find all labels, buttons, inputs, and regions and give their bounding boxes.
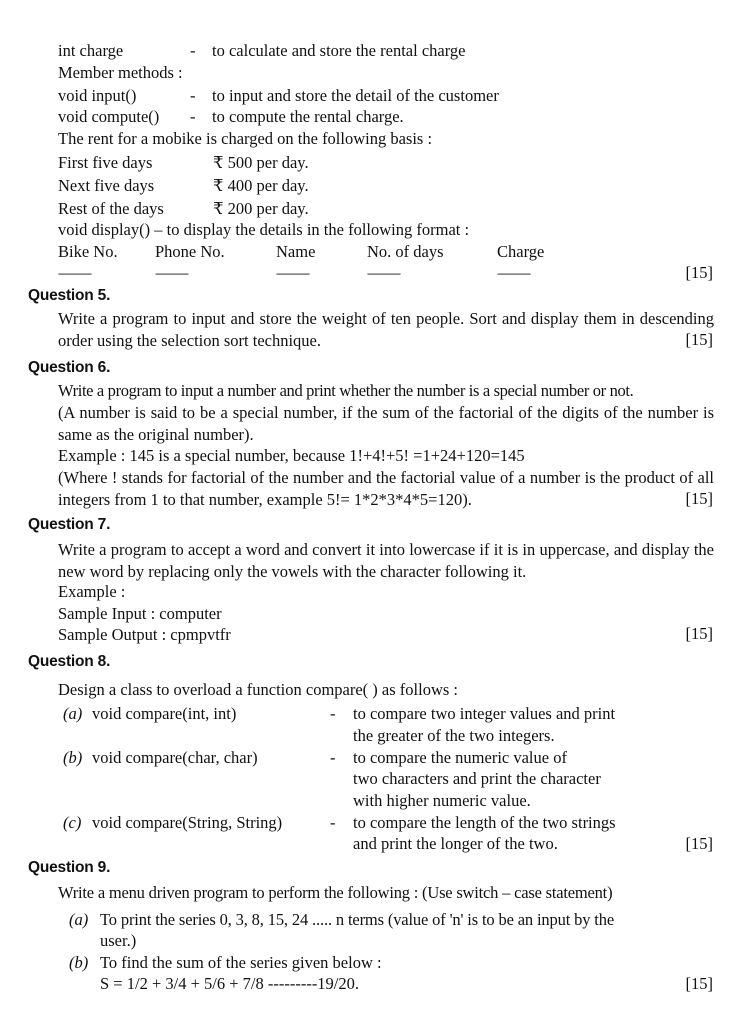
table-blank: ----------- — [276, 266, 309, 280]
rate-period: First five days — [58, 153, 153, 172]
item-text: To find the sum of the series given below : — [100, 953, 382, 972]
item-label-text: (a) — [69, 910, 89, 929]
rate-period: Next five days — [58, 176, 155, 195]
dash: - — [190, 41, 196, 60]
item-signature: void compare(int, int) — [92, 704, 237, 723]
marks: [15] — [685, 624, 713, 643]
item-desc: to compare two integer values and print — [353, 704, 616, 723]
item-desc: and print the longer of the two. — [353, 834, 558, 853]
item-desc: two characters and print the character — [353, 769, 601, 788]
method-name: void compute() — [58, 107, 160, 126]
question-text: Write a program to input and store the weight of ten people. Sort and display them in descending order using the selection sort technique. — [58, 309, 714, 350]
table-header: Name — [276, 242, 316, 261]
marks: [15] — [685, 489, 713, 508]
table-blank: ----------- — [58, 266, 91, 280]
dash: - — [190, 107, 196, 126]
question-text: Write a program to accept a word and convert it into lowercase if it is in uppercase, and display the new word by replacing only the vowels with the character following it. — [58, 540, 714, 581]
table-blank: ----------- — [367, 266, 400, 280]
member-desc: to calculate and store the rental charge — [212, 41, 466, 60]
table-header: No. of days — [367, 242, 444, 261]
item-label — [69, 910, 88, 930]
series-formula: S = 1/2 + 3/4 + 5/6 + 7/8 ---------19/20. — [100, 974, 360, 993]
question-heading: Question 8. — [28, 653, 111, 670]
item-desc: to compare the numeric value of — [353, 748, 567, 767]
table-header: Bike No. — [58, 242, 118, 261]
dash: - — [330, 813, 336, 832]
question-heading: Question 6. — [28, 359, 111, 376]
question-heading: Question 9. — [28, 859, 111, 876]
item-label-text: (a) — [63, 704, 83, 723]
item-label-text: (b) — [69, 953, 89, 972]
question-heading: Question 7. — [28, 516, 111, 533]
question-text: Write a program to input a number and print whether the number is a special number or not. — [58, 381, 634, 400]
item-desc: to compare the length of the two strings — [353, 813, 616, 832]
item-label — [63, 704, 82, 724]
item-signature: void compare(String, String) — [92, 813, 283, 832]
sample-output: Sample Output : cpmpvtfr — [58, 625, 231, 644]
marks: [15] — [685, 330, 713, 349]
table-header: Charge — [497, 242, 545, 261]
question-heading: Question 5. — [28, 287, 111, 304]
sample-input: Sample Input : computer — [58, 604, 222, 623]
item-desc: with higher numeric value. — [353, 791, 531, 810]
item-label-text: (b) — [63, 748, 83, 767]
item-text: To print the series 0, 3, 8, 15, 24 ..... n terms (value of 'n' is to be an input by the — [100, 910, 615, 929]
dash: - — [330, 704, 336, 723]
question-intro: Write a menu driven program to perform the following : (Use switch – case statement) — [58, 883, 613, 902]
item-label — [63, 748, 82, 768]
item-desc: the greater of the two integers. — [353, 726, 555, 745]
question-intro: Design a class to overload a function compare( ) as follows : — [58, 680, 459, 699]
table-blank: ----------- — [497, 266, 530, 280]
rate-value: ₹ 400 per day. — [213, 176, 309, 195]
rate-value: ₹ 200 per day. — [213, 199, 309, 218]
method-desc: to input and store the detail of the customer — [212, 86, 499, 105]
question-definition: (A number is said to be a special number, if the sum of the factorial of the digits of the number is same as the original number). — [58, 403, 714, 444]
item-label — [63, 813, 81, 833]
item-signature: void compare(char, char) — [92, 748, 258, 767]
method-desc: to compute the rental charge. — [212, 107, 404, 126]
dash: - — [190, 86, 196, 105]
question-example: Example : 145 is a special number, because 1!+4!+5! =1+24+120=145 — [58, 446, 525, 465]
dash: - — [330, 748, 336, 767]
rate-value: ₹ 500 per day. — [213, 153, 309, 172]
item-text: user.) — [100, 931, 137, 950]
rent-intro: The rent for a mobike is charged on the following basis : — [58, 129, 433, 148]
question-note: (Where ! stands for factorial of the number and the factorial value of a number is the product of all integers from 1 to that number, example 5!= 1*2*3*4*5=120). — [58, 468, 714, 509]
table-header: Phone No. — [155, 242, 225, 261]
rate-period: Rest of the days — [58, 199, 164, 218]
example-label: Example : — [58, 582, 126, 601]
display-method: void display() – to display the details in the following format : — [58, 220, 470, 239]
method-name: void input() — [58, 86, 137, 105]
table-blank: ----------- — [155, 266, 188, 280]
marks: [15] — [685, 834, 713, 853]
item-label — [69, 953, 88, 973]
methods-heading: Member methods : — [58, 63, 183, 82]
marks: [15] — [685, 974, 713, 993]
member-name: int charge — [58, 41, 124, 60]
item-label-text: (c) — [63, 813, 82, 832]
marks: [15] — [685, 263, 713, 282]
